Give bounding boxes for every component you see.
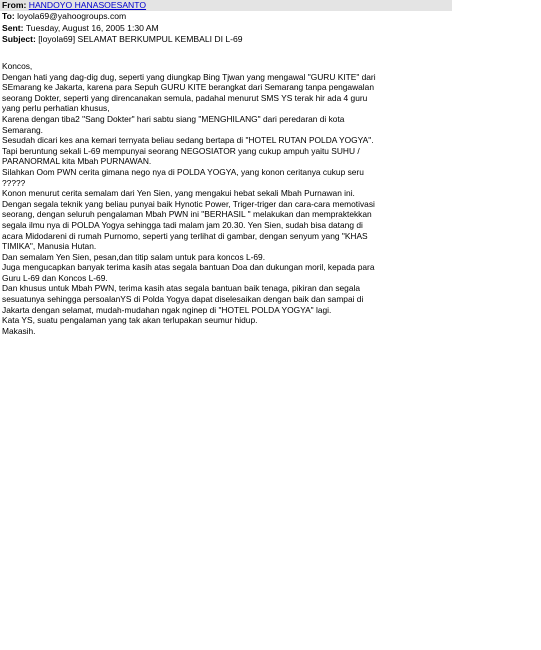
body-line: seorang Dokter, seperti yang direncanakan semula, padahal menurut SMS YS terak hir ada 4 guru bbox=[2, 92, 368, 103]
from-label: From: bbox=[2, 0, 29, 10]
message-body bbox=[2, 61, 452, 336]
body-line: Dan semalam Yen Sien, pesan,dan titip salam untuk para koncos L-69. bbox=[2, 251, 266, 262]
body-line: Guru L-69 dan Koncos L-69. bbox=[2, 272, 108, 283]
to-row bbox=[0, 11, 452, 22]
body-line: Koncos, bbox=[2, 61, 33, 71]
body-line: SEmarang ke Jakarta, karena para Sepuh GURU KITE berangkat dari Semarang tanpa pengawalan bbox=[2, 82, 374, 93]
body-line: segala ilmu nya di POLDA Yogya sehingga tadi malam jam 20.30. Yen Sien, sudah bisa datang di bbox=[2, 219, 363, 230]
body-line: acara Midodareni di rumah Purnomo, seperti yang terlihat di gambar, dengan senyum yang "KHAS bbox=[2, 230, 368, 241]
subject-text: [loyola69] SELAMAT BERKUMPUL KEMBALI DI L-69 bbox=[38, 34, 243, 45]
body-line: ????? bbox=[2, 177, 26, 188]
body-line: Dan khusus untuk Mbah PWN, terima kasih atas segala bantuan baik tenaga, pikiran dan segala bbox=[2, 283, 361, 294]
body-line: Konon menurut cerita semalam dari Yen Sien, yang mengakui hebat sekali Mbah Purnawan ini. bbox=[2, 188, 355, 199]
to-label: To: bbox=[2, 11, 18, 22]
body-line: Dengan segala teknik yang beliau punyai baik Hynotic Power, Triger-triger dan cara-cara memotivasi bbox=[2, 198, 375, 209]
body-line: Juga mengucapkan banyak terima kasih atas segala bantuan Doa dan dukungan moril, kepada para bbox=[2, 262, 375, 273]
body-line: seorang, dengan seluruh pengalaman Mbah PWN ini "BERHASIL " melakukan dan mempraktekkan bbox=[2, 209, 372, 220]
email-header bbox=[0, 0, 452, 46]
body-line: TIMIKA", Manusia Hutan. bbox=[2, 241, 97, 252]
sent-label: Sent: bbox=[2, 22, 26, 33]
body-line: Makasih. bbox=[2, 325, 36, 336]
subject-label: Subject: bbox=[2, 34, 39, 45]
body-line: Jakarta dengan selamat, mudah-mudahan ngak nginep di "HOTEL POLDA YOGYA" lagi. bbox=[2, 304, 332, 315]
sender-link[interactable]: HANDOYO HANASOESANTO bbox=[28, 0, 147, 10]
body-line: Sesudah dicari kes ana kemari ternyata beliau sedang bertapa di "HOTEL RUTAN POLDA YOGYA". bbox=[2, 135, 374, 146]
sent-date: Tuesday, August 16, 2005 1:30 AM bbox=[25, 22, 159, 33]
body-line: yang perlu perhatian khusus, bbox=[2, 103, 110, 114]
recipient-address: loyola69@yahoogroups.com bbox=[17, 11, 127, 22]
body-line: Tapi beruntung sekali L-69 mempunyai seorang NEGOSIATOR yang cukup ampuh yaitu SUHU / bbox=[2, 145, 360, 156]
body-line: Kata YS, suatu pengalaman yang tak akan terlupakan seumur hidup. bbox=[2, 315, 258, 326]
body-line: Silahkan Oom PWN cerita gimana nego nya di POLDA YOGYA, yang konon ceritanya cukup seru bbox=[2, 166, 364, 177]
body-line: Karena dengan tiba2 "Sang Dokter" hari sabtu siang "MENGHILANG" dari peredaran di kota bbox=[2, 113, 345, 124]
body-line: PARANORMAL kita Mbah PURNAWAN. bbox=[2, 156, 152, 167]
body-line: sesuatunya sehingga persoalanYS di Polda Yogya dapat diselesaikan dengan baik dan sampai di bbox=[2, 294, 364, 305]
from-row bbox=[0, 0, 452, 11]
subject-row bbox=[0, 34, 452, 45]
body-line: Semarang. bbox=[2, 124, 43, 135]
sent-row bbox=[0, 23, 452, 34]
body-line: Dengan hati yang dag-dig dug, seperti yang diungkap Bing Tjwan yang mengawal "GURU KITE" dari bbox=[2, 71, 376, 82]
